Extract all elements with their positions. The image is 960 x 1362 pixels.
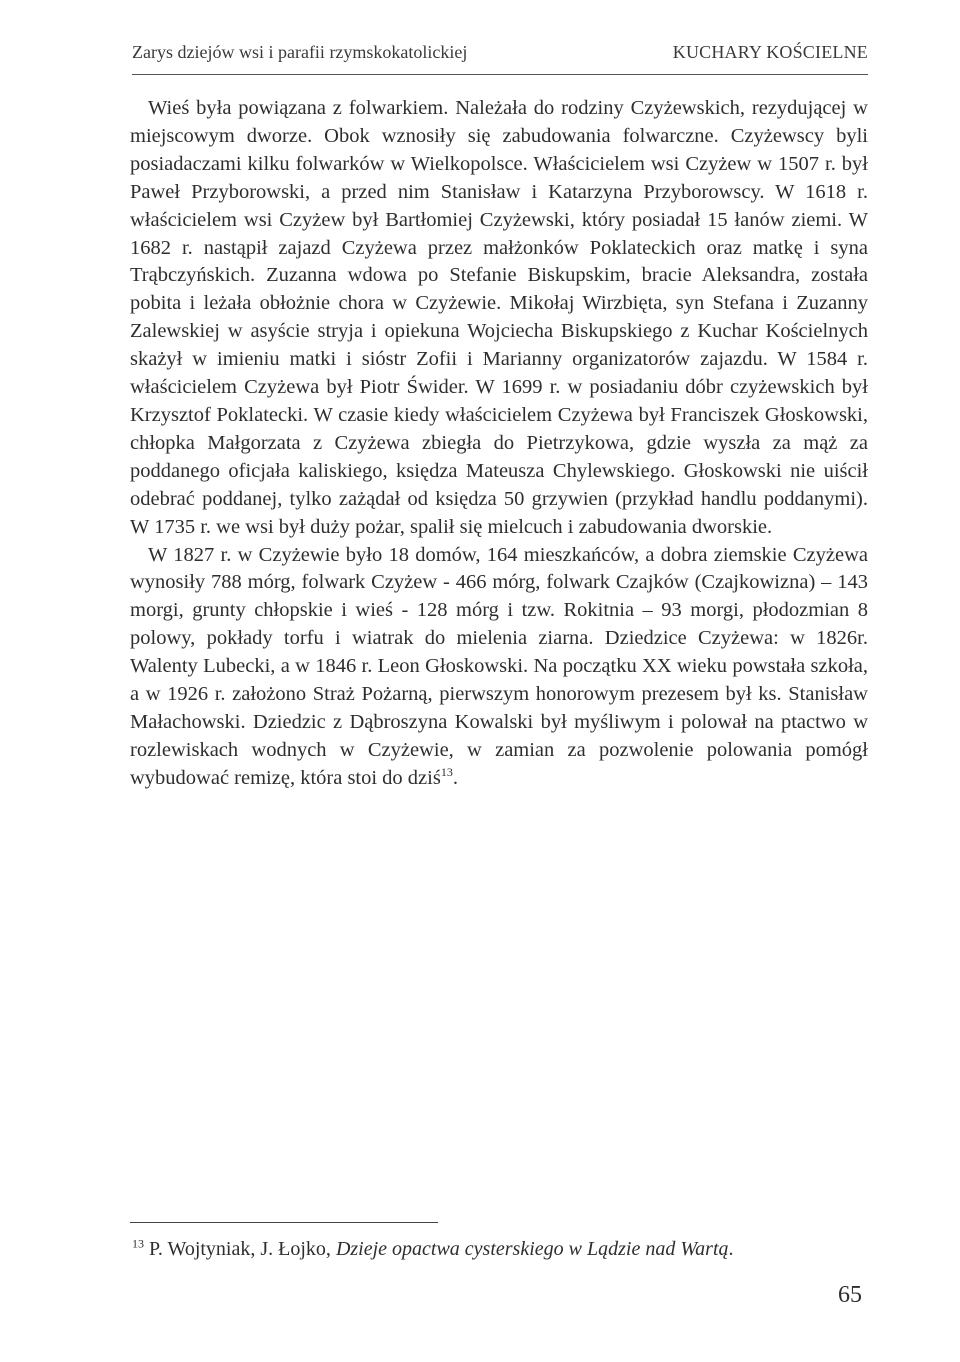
footnote-number: 13 [132,1236,144,1251]
main-text [130,95,868,793]
page-number: 65 [838,1282,862,1308]
footnote [132,1236,868,1262]
footnote-divider [130,1222,438,1223]
footnote-tail: . [728,1238,734,1260]
paragraph-text: W 1827 r. w Czyżewie było 18 domów, 164 mieszkańców, a dobra ziemskie Czyżewa wynosiły 788 mórg, folwark Czyżew - 466 mórg, folwark Czajków (Czajkowizna) – 143 morgi, grunty chłopskie i wieś - 128 mórg i tzw. Rokitnia – 93 morgi, płodozmian 8 polowy, pokłady torfu i wiatrak do mielenia ziarna. Dziedzice Czyżewa: w 1826r. Walenty Lubecki, a w 1846 r. Leon Głoskowski. Na początku XX wieku powstała szkoła, a w 1926 r. założono Straż Pożarną, pierwszym honorowym prezesem był ks. Stanisław Małachowski. Dziedzic z Dąbroszyna Kowalski był myśliwym i polował na ptactwo w rozlewiskach wodnych w Czyżewie, w zamian za pozwolenie polowania pomógł wybudować remizę, która stoi do dziś [130,543,868,789]
paragraph-tail: . [452,766,458,789]
header-book-title: Zarys dziejów wsi i parafii rzymskokatolickiej [132,42,468,62]
footnote-title: Dzieje opactwa cysterskiego w Lądzie nad Wartą [335,1238,729,1260]
paragraph [130,95,868,542]
paragraph-text: Wieś była powiązana z folwarkiem. Należała do rodziny Czyżewskich, rezydującej w miejscowym dworze. Obok wznosiły się zabudowania folwarczne. Czyżewscy byli posiadaczami kilku folwarków w Wielkopolsce. Właścicielem wsi Czyżew w 1507 r. był Paweł Przyborowski, a przed nim Stanisław i Katarzyna Przyborowscy. W 1618 r. właścicielem wsi Czyżew był Bartłomiej Czyżewski, który posiadał 15 łanów ziemi. W 1682 r. nastąpił zajazd Czyżewa przez małżonków Poklateckich oraz matkę i syna Trąbczyńskich. Zuzanna wdowa po Stefanie Biskupskim, bracie Aleksandra, została pobita i leżała obłożnie chora w Czyżewie. Mikołaj Wirzbięta, syn Stefana i Zuzanny Zalewskiej w asyście stryja i opiekuna Wojciecha Biskupskiego z Kuchar Kościelnych skażył w imieniu matki i sióstr Zofii i Marianny organizatorów zajazdu. W 1584 r. właścicielem Czyżewa był Piotr Świder. W 1699 r. w posiadaniu dóbr czyżewskich był Krzysztof Poklatecki. W czasie kiedy właścicielem Czyżewa był Franciszek Głoskowski, chłopka Małgorzata z Czyżewa zbiegła do Pietrzykowa, gdzie wyszła za mąż za poddanego oficjała kaliskiego, księdza Mateusza Chylewskiego. Głoskowski nie uiścił odebrać poddanej, tylko zażądał od księdza 50 grzywien (przykład handlu poddanymi). W 1735 r. we wsi był duży pożar, spalił się mielcuch i zabudowania dworskie. [130,97,868,538]
running-header [132,42,868,75]
header-chapter-title: KUCHARY KOŚCIELNE [672,42,868,62]
footnote-authors: P. Wojtyniak, J. Łojko, [149,1238,331,1260]
footnote-reference[interactable]: 13 [440,764,453,779]
paragraph [130,542,868,793]
